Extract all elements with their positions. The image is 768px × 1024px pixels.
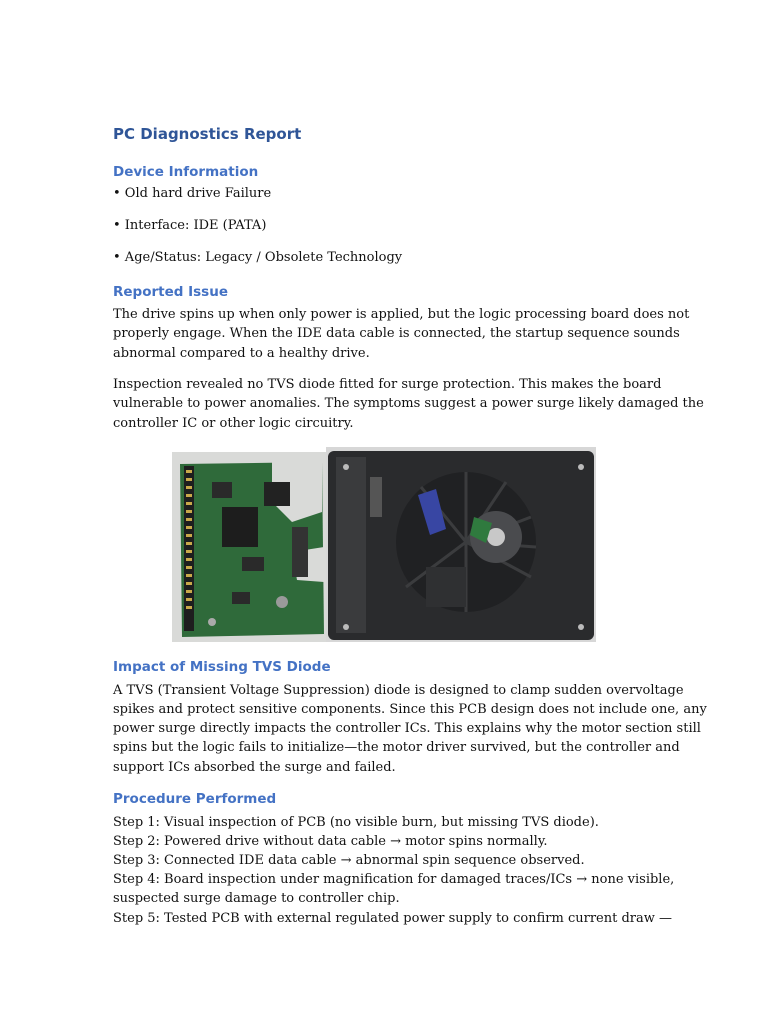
procedure-step: Step 4: Board inspection under magnification for damaged traces/ICs → none visible, bbox=[113, 872, 675, 887]
impact-line: A TVS (Transient Voltage Suppression) diode is designed to clamp sudden overvoltage bbox=[113, 683, 684, 698]
issue-para2-line: vulnerable to power anomalies. The symptoms suggest a power surge likely damaged the bbox=[113, 396, 704, 411]
issue-para1-line: abnormal compared to a healthy drive. bbox=[113, 346, 370, 361]
impact-line: spikes and protect sensitive components. Since this PCB design does not include one, any bbox=[113, 702, 707, 717]
procedure-step: Step 5: Tested PCB with external regulated power supply to confirm current draw — bbox=[113, 911, 672, 926]
issue-para1-line: The drive spins up when only power is applied, but the logic processing board does not bbox=[113, 307, 690, 322]
procedure-step: suspected surge damage to controller chip. bbox=[113, 891, 400, 906]
device-bullet-age: • Age/Status: Legacy / Obsolete Technology bbox=[113, 250, 403, 265]
device-bullet-failure: • Old hard drive Failure bbox=[113, 186, 272, 201]
issue-para1-line: properly engage. When the IDE data cable is connected, the startup sequence sounds bbox=[113, 326, 680, 341]
procedure-step: Step 2: Powered drive without data cable → motor spins normally. bbox=[113, 834, 548, 849]
pcb-photo bbox=[172, 452, 326, 642]
procedure-step: Step 3: Connected IDE data cable → abnormal spin sequence observed. bbox=[113, 853, 585, 868]
issue-para2-line: controller IC or other logic circuitry. bbox=[113, 416, 354, 431]
procedure-step: Step 1: Visual inspection of PCB (no visible burn, but missing TVS diode). bbox=[113, 815, 599, 830]
report-title: PC Diagnostics Report bbox=[113, 125, 302, 143]
impact-line: spins but the logic fails to initialize—the motor driver survived, but the controller and bbox=[113, 740, 680, 755]
impact-line: support ICs absorbed the surge and failed. bbox=[113, 760, 396, 775]
device-bullet-interface: • Interface: IDE (PATA) bbox=[113, 218, 267, 233]
procedure-heading: Procedure Performed bbox=[113, 791, 277, 807]
hard-drive-photo bbox=[326, 447, 596, 642]
impact-line: power surge directly impacts the controller ICs. This explains why the motor section still bbox=[113, 721, 701, 736]
reported-issue-heading: Reported Issue bbox=[113, 284, 228, 300]
issue-para2-line: Inspection revealed no TVS diode fitted for surge protection. This makes the board bbox=[113, 377, 662, 392]
impact-heading: Impact of Missing TVS Diode bbox=[113, 659, 331, 675]
device-info-heading: Device Information bbox=[113, 164, 259, 180]
